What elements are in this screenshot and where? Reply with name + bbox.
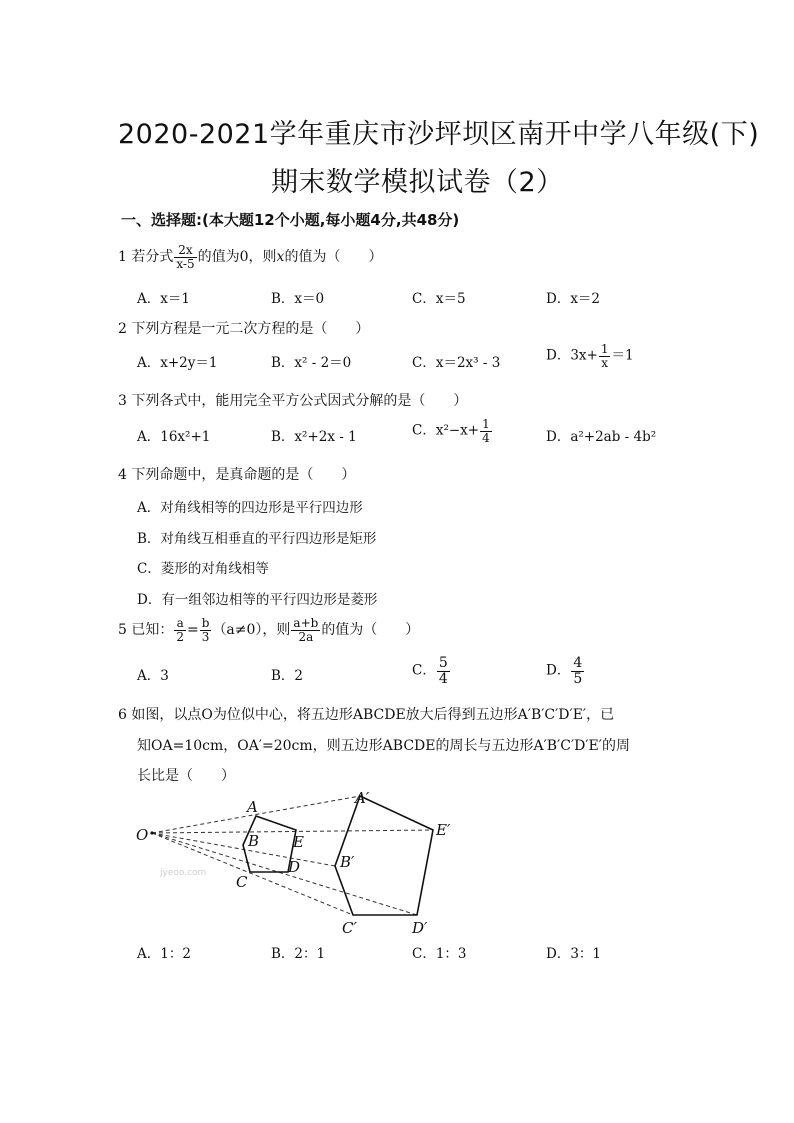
q3-option-b: B．x²+2x - 1	[271, 429, 357, 445]
q1-option-b: B．x＝0	[271, 291, 325, 307]
question-text: 下列各式中，能用完全平方公式因式分解的是（ ）	[131, 393, 468, 409]
fraction	[599, 343, 611, 369]
question-text: （a≠0），则	[212, 622, 291, 639]
question-1	[118, 244, 382, 270]
fraction-denominator: x-5	[176, 256, 195, 271]
question-text: 的值为（ ）	[284, 249, 383, 266]
fraction-numerator: b	[201, 616, 210, 630]
question-number: 1	[118, 249, 127, 266]
question-number: 5	[118, 622, 127, 639]
question-number: 3	[118, 393, 127, 409]
watermark: jyeoo.com	[160, 868, 207, 878]
question-text: 的值为0，则	[197, 249, 277, 266]
question-5	[118, 617, 419, 643]
fraction	[480, 418, 492, 444]
question-6-line2: 知OA=10cm，OA′=20cm，则五边形ABCDE的周长与五边形A′B′C′D′E′的周	[137, 738, 630, 754]
question-text: 已知：	[131, 622, 174, 639]
fraction-numerator: 1	[482, 417, 490, 431]
label-e-prime: E′	[436, 821, 451, 839]
q2-option-c: C．x＝2x³ - 3	[412, 355, 501, 371]
question-6-line1	[118, 704, 614, 724]
q4-option-b: B．对角线互相垂直的平行四边形是矩形	[137, 531, 377, 547]
label-a: A	[247, 798, 258, 816]
q4-option-d: D．有一组邻边相等的平行四边形是菱形	[137, 592, 378, 608]
q2-option-b: B．x² - 2＝0	[271, 355, 352, 371]
q5-option-d	[546, 656, 585, 686]
fraction	[200, 617, 212, 643]
question-3	[118, 390, 467, 410]
fraction	[174, 244, 196, 270]
q1-option-a: A．x＝1	[137, 291, 190, 307]
option-label: C．	[412, 662, 436, 679]
page-title-line1: 2020-2021学年重庆市沙坪坝区南开中学八年级(下)	[118, 119, 760, 150]
q3-option-c	[412, 418, 493, 444]
q6-option-a: A．1：2	[137, 946, 191, 962]
q6-option-d: D．3：1	[546, 946, 602, 962]
question-6-line3: 长比是（ ）	[137, 768, 235, 784]
fraction	[571, 656, 584, 686]
label-d-prime: D′	[412, 919, 428, 937]
question-number: 2	[118, 321, 127, 337]
label-e: E	[293, 833, 304, 851]
question-text: 下列方程是一元二次方程的是（ ）	[131, 321, 370, 337]
center-point	[150, 831, 153, 834]
q5-option-b: B．2	[271, 668, 304, 684]
label-d: D	[288, 858, 301, 876]
question-number: 6	[118, 707, 127, 723]
label-b-prime: B′	[340, 853, 355, 871]
fraction-numerator: 1	[600, 342, 609, 356]
fraction-denominator: 2	[176, 629, 185, 644]
question-4	[118, 464, 355, 484]
q4-option-a: A．对角线相等的四边形是平行四边形	[137, 500, 363, 516]
q6-option-c: C．1：3	[412, 946, 467, 962]
fraction-denominator: 4	[482, 430, 490, 445]
question-2	[118, 318, 369, 338]
fraction	[437, 656, 450, 686]
variable: x	[276, 249, 285, 266]
q3-option-a: A．16x²+1	[137, 429, 211, 445]
page-title-line2: 期末数学模拟试卷（2）	[271, 167, 564, 198]
fraction-denominator: 2a	[298, 629, 314, 644]
label-a-prime: A′	[355, 789, 370, 807]
section-heading: 一、选择题:(本大题12个小题,每小题4分,共48分)	[121, 211, 460, 229]
q4-option-c: C．菱形的对角线相等	[137, 561, 269, 577]
fraction-numerator: 2x	[174, 244, 196, 258]
fraction-numerator: 4	[573, 655, 583, 671]
q2-option-a: A．x+2y＝1	[137, 355, 218, 371]
q2-option-d	[546, 343, 634, 369]
fraction-denominator: 4	[438, 670, 448, 687]
fraction-numerator: a	[174, 617, 186, 631]
fraction	[291, 617, 320, 643]
label-o: O	[136, 826, 149, 844]
fraction-numerator: 5	[438, 655, 448, 671]
q5-option-c	[412, 656, 451, 686]
fraction-denominator: 3	[201, 629, 210, 644]
question-text: 若分式	[131, 249, 174, 266]
label-c-prime: C′	[342, 919, 357, 937]
question-text: 的值为（ ）	[321, 622, 420, 639]
option-label: D．	[546, 662, 571, 679]
fraction-numerator: a+b	[293, 616, 319, 630]
q6-option-b: B．2：1	[271, 946, 326, 962]
question-number: 4	[118, 467, 127, 483]
question-text: 如图，以点O为位似中心，将五边形ABCDE放大后得到五边形A′B′C′D′E′，已	[131, 707, 615, 723]
fraction-denominator: 5	[573, 670, 583, 687]
question-text: 下列命题中，是真命题的是（ ）	[131, 467, 356, 483]
label-c: C	[236, 873, 248, 891]
fraction	[174, 617, 186, 643]
q3-option-d: D．a²+2ab - 4b²	[546, 429, 657, 445]
option-text: ＝1	[611, 347, 634, 364]
fraction-denominator: x	[601, 355, 609, 370]
projection-lines	[152, 796, 433, 915]
q1-option-d: D．x＝2	[546, 291, 601, 307]
homothety-figure	[130, 785, 460, 940]
option-text: C．x²−x+	[412, 422, 480, 439]
label-b: B	[248, 832, 260, 850]
q5-option-a: A．3	[137, 668, 169, 684]
equals-sign: =	[187, 622, 199, 639]
option-text: D．3x+	[546, 347, 598, 364]
q1-option-c: C．x＝5	[412, 291, 466, 307]
